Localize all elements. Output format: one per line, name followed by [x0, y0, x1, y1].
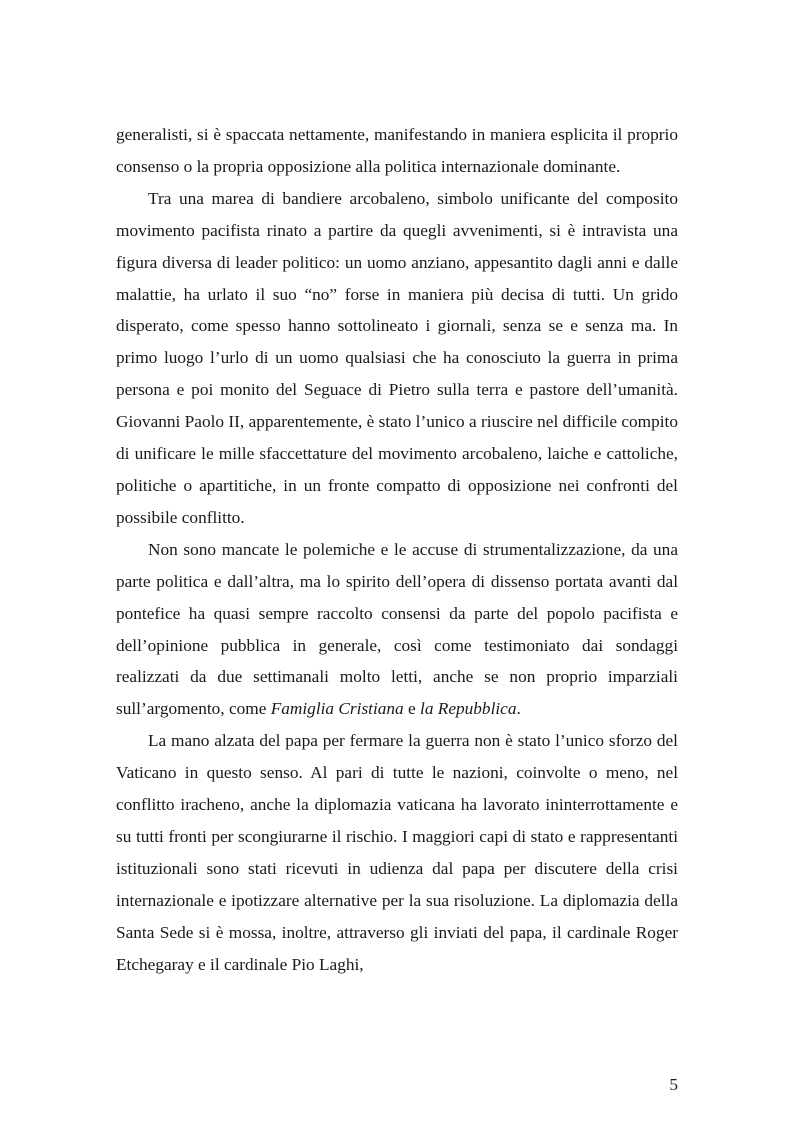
paragraph-3-text: Non sono mancate le polemiche e le accuse di strumentalizzazione, da una parte politica e dall’altra, ma lo spirito dell’opera di dissenso portata avanti dal pontefice ha quasi sempre raccolto consensi da parte del popolo pacifista e dell’opinione pubblica in generale, così come testimoniato dai sondaggi realizzati da due settimanali molto letti, anche se non proprio imparziali sull’argomento, come: [116, 539, 678, 719]
paragraph-2-text: Tra una marea di bandiere arcobaleno, simbolo unificante del composito movimento pacifista rinato a partire da quegli avvenimenti, si è intravista una figura diversa di leader politico: un uomo anziano, appesantito dagli anni e dalle malattie, ha urlato il suo “no” forse in maniera più decisa di tutti. Un grido disperato, come spesso hanno sottolineato i giornali, senza se e senza ma. In primo luogo l’urlo di un uomo qualsiasi che ha conosciuto la guerra in prima persona e poi monito del Seguace di Pietro sulla terra e pastore dell’umanità. Giovanni Paolo II, apparentemente, è stato l’unico a riuscire nel difficile compito di unificare le mille sfaccettature del movimento arcobaleno, laiche e cattoliche, politiche o apartitiche, in un fronte compatto di opposizione nei confronti del possibile conflitto.: [116, 188, 678, 527]
paragraph-3-title-la-repubblica: la Repubblica: [420, 699, 517, 719]
paragraph-3-end: .: [516, 699, 521, 719]
paragraph-1-text: generalisti, si è spaccata nettamente, manifestando in maniera esplicita il proprio consenso o la propria opposizione alla politica internazionale dominante.: [116, 125, 678, 176]
paragraph-4: [116, 725, 678, 980]
page-number: 5: [669, 1075, 678, 1094]
paragraph-3-conjunction: e: [403, 699, 421, 719]
paragraph-1: [116, 119, 678, 183]
paragraph-2: [116, 183, 678, 534]
paragraph-4-text: La mano alzata del papa per fermare la guerra non è stato l’unico sforzo del Vaticano in questo senso. Al pari di tutte le nazioni, coinvolte o meno, nel conflitto iracheno, anche la diplomazia vaticana ha lavorato ininterrottamente e su tutti fronti per scongiurarne il rischio. I maggiori capi di stato e rappresentanti istituzionali sono stati ricevuti in udienza dal papa per discutere della crisi internazionale e ipotizzare alternative per la sua risoluzione. La diplomazia della Santa Sede si è mossa, inoltre, attraverso gli inviati del papa, il cardinale Roger Etchegaray e il cardinale Pio Laghi,: [116, 731, 678, 974]
paragraph-3: [116, 534, 678, 725]
paragraph-3-title-famiglia-cristiana: Famiglia Cristiana: [270, 699, 404, 719]
page-body: [116, 119, 678, 980]
